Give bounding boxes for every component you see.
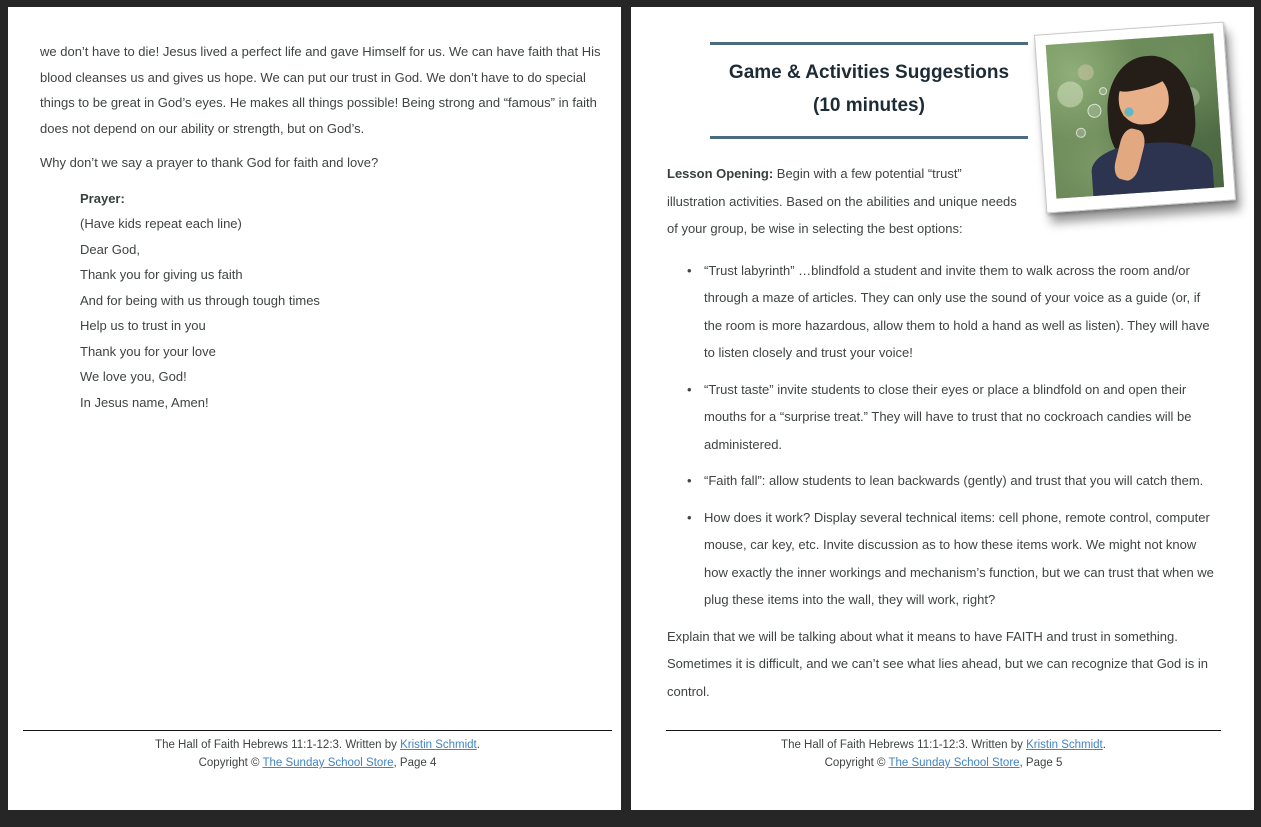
girl-shirt-shape: [1090, 138, 1215, 198]
bubble-shape: [1087, 103, 1102, 118]
bubble-wand-shape: [1124, 107, 1134, 117]
page-4-footer: [23, 730, 612, 772]
footer-line-2: [666, 754, 1221, 772]
lesson-opening-label: Lesson Opening:: [667, 166, 774, 181]
bullet-trust-labyrinth: • “Trust labyrinth” …blindfold a student and invite them to walk across the room and/or through a maze of articles. They can only use the sound of your voice as a guide (or, if the room is more hazardous, allow them to hold a hand as well as listen). They will have to listen closely and trust your voice!: [687, 257, 1221, 367]
bubble-shape: [1075, 127, 1086, 138]
closing-paragraph: Explain that we will be talking about what it means to have FAITH and trust in something. Sometimes it is difficult, and we can’t see what lies ahead, but we can recognize that God is in control.: [667, 628, 1208, 699]
document-page-4: [8, 7, 621, 810]
paragraph-prayer-intro: Why don’t we say a prayer to thank God for faith and love?: [40, 155, 379, 170]
activity-suggestions-list: [667, 257, 1221, 614]
footer-line-2: [23, 754, 612, 772]
footer-line-1: [23, 736, 612, 754]
girl-blowing-bubbles-photo: [1034, 22, 1236, 214]
lesson-opening-paragraph: [667, 160, 1019, 243]
bokeh-highlight: [1056, 81, 1084, 109]
bullet-trust-taste: • “Trust taste” invite students to close their eyes or place a blindfold on and open their mouths for a “surprise treat.” They will have to trust that no cockroach candies will be administered.: [687, 376, 1221, 459]
footer-page-number: , Page 4: [393, 757, 437, 769]
author-link[interactable]: Kristin Schmidt: [400, 739, 477, 751]
prayer-block: [80, 186, 609, 416]
bullet-faith-fall: • “Faith fall”: allow students to lean backwards (gently) and trust that you will catch them.: [687, 467, 1221, 495]
prayer-line: Thank you for your love: [80, 343, 216, 359]
section-title: [710, 42, 1028, 139]
footer-period: .: [476, 739, 480, 751]
section-title-line-1: Game & Activities Suggestions: [728, 62, 1010, 83]
bubble-shape: [1099, 87, 1108, 96]
prayer-line: In Jesus name, Amen!: [80, 394, 209, 410]
photo-image: [1046, 33, 1224, 198]
footer-copyright-text: Copyright ©: [198, 757, 263, 769]
paragraph-lesson-text: we don’t have to die! Jesus lived a perfect life and gave Himself for us. We can have faith that His blood cleanses us and gives us hope. We can put our trust in God. We don’t have to do special things to be great in God’s eyes. He makes all things possible! Being strong and “famous” in faith does not depend on our ability or strength, but on God’s.: [40, 44, 601, 136]
prayer-line: Thank you for giving us faith: [80, 267, 243, 282]
store-link[interactable]: The Sunday School Store: [262, 757, 394, 769]
page-4-body: [8, 7, 621, 415]
prayer-line: (Have kids repeat each line): [80, 216, 242, 231]
page-5-footer: [666, 730, 1221, 772]
bullet-how-does-it-work: • How does it work? Display several technical items: cell phone, remote control, computer mouse, car key, etc. Invite discussion as to how these items work. We might not know how exactly the inner workings and mechanism’s function, but we can trust that when we plug these items into the wall, they will work, right?: [687, 504, 1221, 614]
prayer-line: Help us to trust in you: [80, 318, 206, 333]
footer-line-1: [666, 736, 1221, 754]
footer-title-text: The Hall of Faith Hebrews 11:1-12:3. Written by: [781, 739, 1027, 751]
prayer-line: And for being with us through tough times: [80, 292, 320, 308]
document-page-5: [631, 7, 1254, 810]
prayer-line: We love you, God!: [80, 369, 187, 384]
section-title-line-2: (10 minutes): [813, 95, 925, 116]
footer-page-number: , Page 5: [1019, 757, 1063, 769]
lesson-opening-text: Begin with a few potential “trust” illustration activities. Based on the abilities and unique needs of your group, be wise in selecting the best options:: [667, 166, 1017, 236]
footer-period: .: [1102, 739, 1106, 751]
bokeh-highlight: [1077, 64, 1094, 81]
prayer-label: Prayer:: [80, 190, 125, 206]
footer-copyright-text: Copyright ©: [824, 757, 889, 769]
footer-title-text: The Hall of Faith Hebrews 11:1-12:3. Written by: [155, 739, 401, 751]
prayer-line: Dear God,: [80, 241, 140, 257]
author-link[interactable]: Kristin Schmidt: [1026, 739, 1103, 751]
store-link[interactable]: The Sunday School Store: [888, 757, 1020, 769]
